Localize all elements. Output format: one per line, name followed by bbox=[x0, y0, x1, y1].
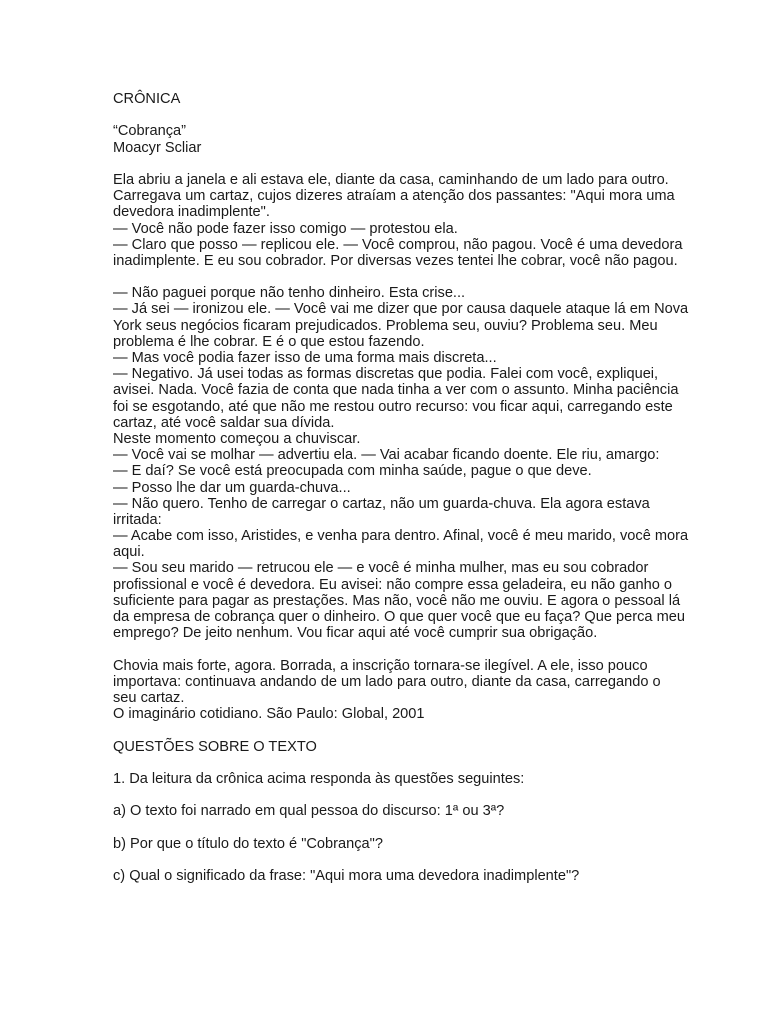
document-heading: CRÔNICA bbox=[113, 91, 181, 107]
text-line: — Não quero. Tenho de carregar o cartaz, não um guarda-chuva. Ela agora estava bbox=[113, 495, 650, 512]
text-line: — Claro que posso — replicou ele. — Você comprou, não pagou. Você é uma devedora bbox=[113, 236, 683, 253]
text-line: — Sou seu marido — retrucou ele — e você é minha mulher, mas eu sou cobrador bbox=[113, 560, 649, 577]
text-line: York seus negócios ficaram prejudicados. Problema seu, ouviu? Problema seu. Meu bbox=[113, 317, 658, 334]
story-title: “Cobrança” bbox=[113, 123, 186, 140]
text-line: — Acabe com isso, Aristides, e venha para dentro. Afinal, você é meu marido, você mora bbox=[113, 528, 689, 545]
text-line: — Posso lhe dar um guarda-chuva... bbox=[113, 479, 351, 496]
source-citation: O imaginário cotidiano. São Paulo: Global, 2001 bbox=[113, 706, 425, 723]
text-line: profissional e você é devedora. Eu avisei: não compre essa geladeira, eu não ganho o bbox=[113, 576, 672, 593]
text-line: seu cartaz. bbox=[113, 689, 185, 706]
question-c: c) Qual o significado da frase: "Aqui mora uma devedora inadimplente"? bbox=[113, 868, 580, 884]
question-1: 1. Da leitura da crônica acima responda às questões seguintes: bbox=[113, 770, 525, 787]
text-line: Chovia mais forte, agora. Borrada, a inscrição tornara-se ilegível. A ele, isso pouco bbox=[113, 657, 648, 674]
document-page bbox=[113, 91, 689, 884]
text-line: — Mas você podia fazer isso de uma forma mais discreta... bbox=[113, 350, 497, 366]
story-author: Moacyr Scliar bbox=[113, 139, 202, 156]
text-line: da empresa de cobrança quer o dinheiro. O que quer você que eu faça? Que perca meu bbox=[113, 609, 685, 625]
questions-heading: QUESTÕES SOBRE O TEXTO bbox=[113, 738, 317, 755]
text-line: Neste momento começou a chuviscar. bbox=[113, 430, 361, 447]
text-line: — Negativo. Já usei todas as formas discretas que podia. Falei com você, expliquei, bbox=[113, 366, 659, 383]
text-line: cartaz, até você saldar sua dívida. bbox=[113, 414, 335, 431]
text-line: — Já sei — ironizou ele. — Você vai me dizer que por causa daquele ataque lá em Nova bbox=[113, 301, 689, 318]
story-paragraph-1 bbox=[113, 171, 683, 269]
text-line: importava: continuava andando de um lado para outro, diante da casa, carregando o bbox=[113, 673, 661, 690]
text-line: — Você vai se molhar — advertiu ela. — Vai acabar ficando doente. Ele riu, amargo: bbox=[113, 447, 660, 464]
text-line: Ela abriu a janela e ali estava ele, diante da casa, caminhando de um lado para outro. bbox=[113, 171, 669, 188]
text-line: problema é lhe cobrar. E é o que estou fazendo. bbox=[113, 333, 425, 350]
story-paragraph-3 bbox=[113, 658, 673, 723]
text-line: aqui. bbox=[113, 544, 145, 561]
text-line: Carregava um cartaz, cujos dizeres atraíam a atenção dos passantes: "Aqui mora uma bbox=[113, 188, 675, 205]
text-line: suficiente para pagar as prestações. Mas não, você não me ouviu. E agora o pessoal lá bbox=[113, 592, 681, 609]
text-line: inadimplente. E eu sou cobrador. Por diversas vezes tentei lhe cobrar, você não pagou. bbox=[113, 252, 678, 269]
text-line: — Você não pode fazer isso comigo — protestou ela. bbox=[113, 220, 458, 237]
text-line: foi se esgotando, até que não me restou outro recurso: vou ficar aqui, carregando este bbox=[113, 398, 673, 415]
story-paragraph-2 bbox=[113, 285, 689, 642]
question-a: a) O texto foi narrado em qual pessoa do discurso: 1ª ou 3ª? bbox=[113, 803, 505, 820]
question-b: b) Por que o título do texto é "Cobrança"? bbox=[113, 835, 383, 852]
text-line: emprego? De jeito nenhum. Vou ficar aqui até você cumprir sua obrigação. bbox=[113, 625, 598, 642]
text-line: — Não paguei porque não tenho dinheiro. Esta crise... bbox=[113, 285, 466, 302]
text-line: avisei. Nada. Você fazia de conta que nada tinha a ver com o assunto. Minha paciência bbox=[113, 382, 679, 399]
text-line: — E daí? Se você está preocupada com minha saúde, pague o que deve. bbox=[113, 463, 592, 480]
text-line: irritada: bbox=[113, 511, 162, 528]
text-line: devedora inadimplente". bbox=[113, 204, 270, 221]
